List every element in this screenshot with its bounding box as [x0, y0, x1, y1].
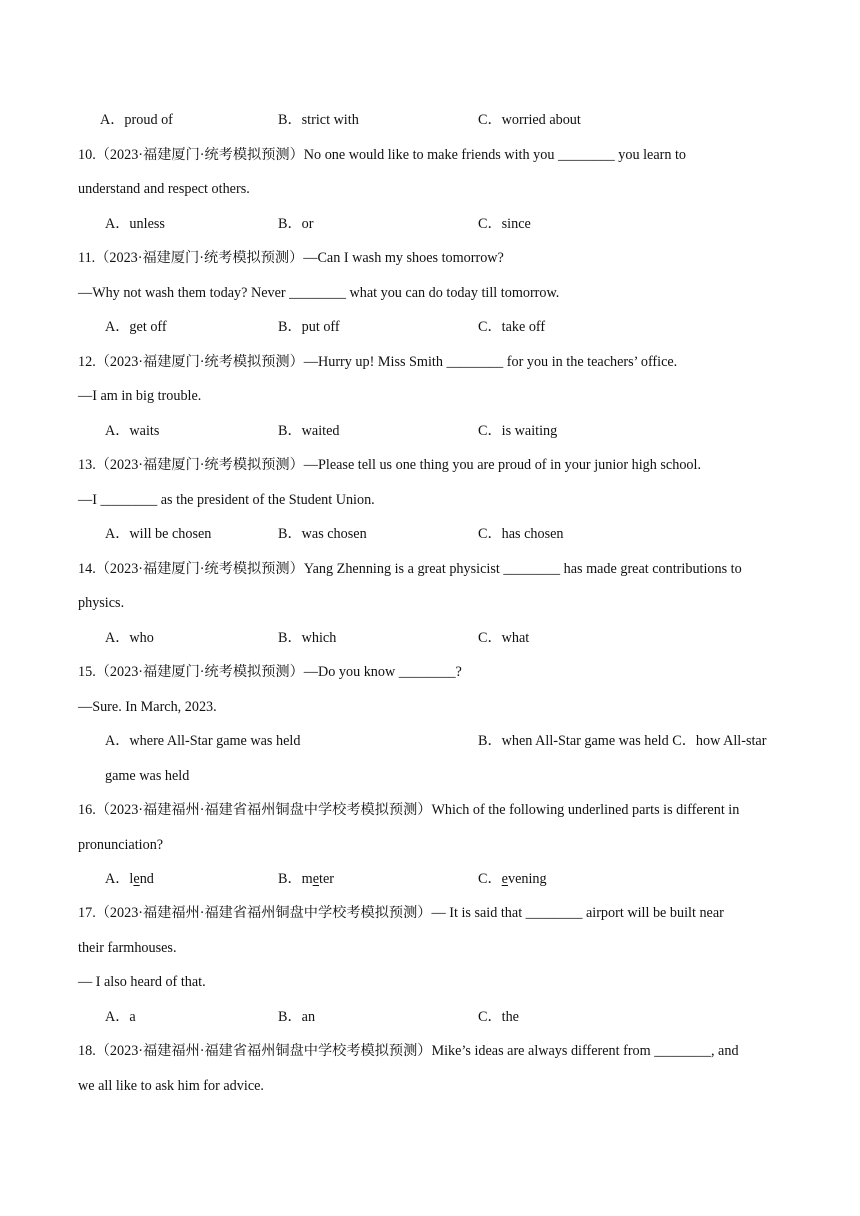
q10-option-b: B．or	[278, 216, 314, 232]
q11-stem-line2: —Why not wash them today? Never ________ what you can do today till tomorrow.	[78, 285, 560, 301]
q17-stem-line1: 17.（2023·福建福州·福建省福州铜盘中学校考模拟预测）— It is said that ________ airport will be built near	[78, 905, 724, 921]
q15-option-a: A．where All-Star game was held	[105, 733, 301, 749]
q13-stem-line2: —I ________ as the president of the Student Union.	[78, 492, 375, 508]
q14-stem-line2: physics.	[78, 595, 125, 611]
q16-option-c: C．evening	[478, 871, 547, 887]
q12-stem-line2: —I am in big trouble.	[78, 388, 202, 404]
q14-option-c: C．what	[478, 630, 530, 646]
q9-option-c: C．worried about	[478, 112, 581, 128]
q11-stem-line1: 11.（2023·福建厦门·统考模拟预测）—Can I wash my shoes tomorrow?	[78, 250, 504, 266]
q18-stem-line2: we all like to ask him for advice.	[78, 1078, 264, 1094]
q11-option-c: C．take off	[478, 319, 546, 335]
q14-stem-line1: 14.（2023·福建厦门·统考模拟预测）Yang Zhenning is a great physicist ________ has made great contributions to	[78, 561, 742, 577]
q12-option-c: C．is waiting	[478, 423, 558, 439]
q16-option-a: A．lend	[105, 871, 154, 887]
q17-option-b: B．an	[278, 1009, 316, 1025]
q9-option-b: B．strict with	[278, 112, 359, 128]
q16-stem-line2: pronunciation?	[78, 837, 164, 853]
q17-option-c: C．the	[478, 1009, 519, 1025]
q15-stem-line1: 15.（2023·福建厦门·统考模拟预测）—Do you know ________?	[78, 664, 462, 680]
q12-stem-line1: 12.（2023·福建厦门·统考模拟预测）—Hurry up! Miss Smith ________ for you in the teachers’ office.	[78, 354, 678, 370]
q12-option-a: A．waits	[105, 423, 160, 439]
q13-stem-line1: 13.（2023·福建厦门·统考模拟预测）—Please tell us one thing you are proud of in your junior high school.	[78, 457, 701, 473]
q15-option-c-continued: game was held	[105, 768, 190, 784]
q9-option-a: A．proud of	[100, 112, 173, 128]
q17-stem-line3: — I also heard of that.	[78, 974, 206, 990]
q10-stem-line2: understand and respect others.	[78, 181, 250, 197]
q14-option-b: B．which	[278, 630, 337, 646]
q13-option-c: C．has chosen	[478, 526, 564, 542]
q13-option-a: A．will be chosen	[105, 526, 212, 542]
q10-option-a: A．unless	[105, 216, 165, 232]
q14-option-a: A．who	[105, 630, 154, 646]
q11-option-a: A．get off	[105, 319, 167, 335]
q16-option-b: B．meter	[278, 871, 334, 887]
q17-option-a: A．a	[105, 1009, 136, 1025]
q10-option-c: C．since	[478, 216, 531, 232]
q17-stem-line2: their farmhouses.	[78, 940, 177, 956]
q16-stem-line1: 16.（2023·福建福州·福建省福州铜盘中学校考模拟预测）Which of the following underlined parts is different in	[78, 802, 740, 818]
q18-stem-line1: 18.（2023·福建福州·福建省福州铜盘中学校考模拟预测）Mike’s ideas are always different from ________, and	[78, 1043, 739, 1059]
q15-stem-line2: —Sure. In March, 2023.	[78, 699, 217, 715]
q12-option-b: B．waited	[278, 423, 340, 439]
q11-option-b: B．put off	[278, 319, 340, 335]
q10-stem-line1: 10.（2023·福建厦门·统考模拟预测）No one would like to make friends with you ________ you learn to	[78, 147, 687, 163]
q13-option-b: B．was chosen	[278, 526, 367, 542]
q15-option-b: B．when All-Star game was held C．how All-star	[478, 733, 767, 749]
